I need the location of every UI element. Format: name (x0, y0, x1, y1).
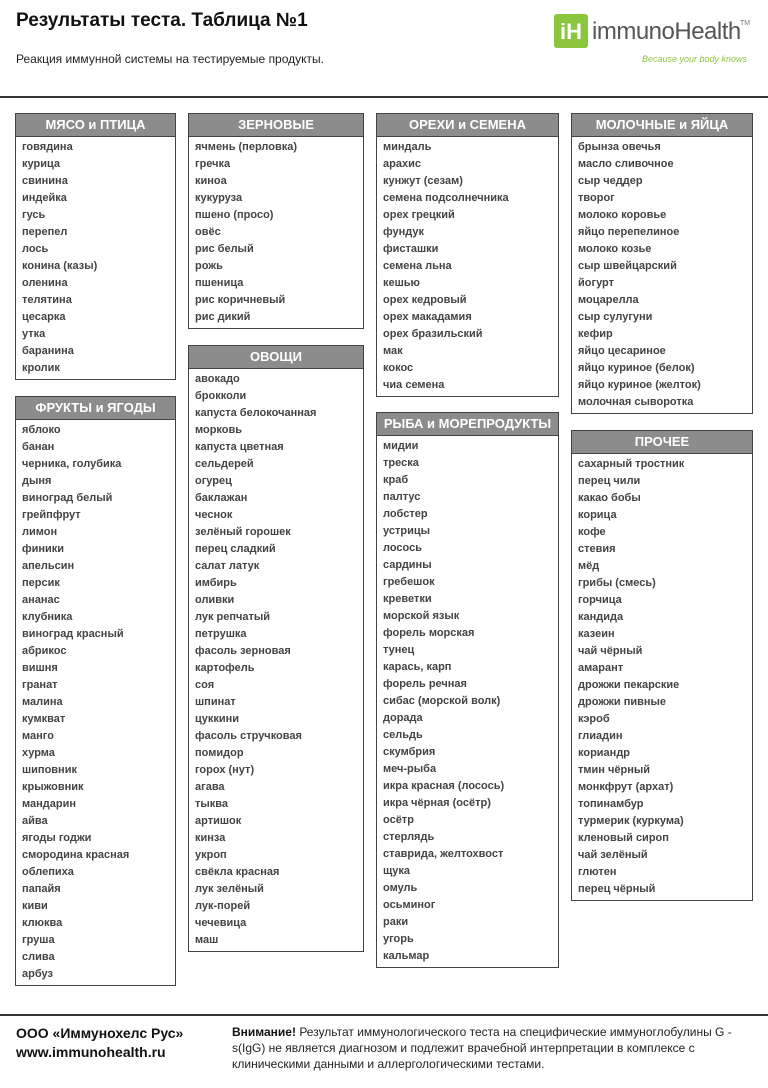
list-item: айва (22, 815, 48, 827)
list-item: рис дикий (195, 311, 251, 323)
list-item: шиповник (22, 764, 77, 776)
list-item: тмин чёрный (578, 764, 651, 776)
page-title: Результаты теста. Таблица №1 (16, 10, 308, 31)
list-item: кинза (195, 832, 226, 844)
list-item: слива (22, 951, 55, 963)
list-item: индейка (22, 192, 67, 204)
list-item: кролик (22, 362, 60, 374)
list-item: кумкват (22, 713, 66, 725)
list-item: курица (22, 158, 60, 170)
list-item: устрицы (383, 525, 430, 537)
category-other (571, 430, 753, 901)
category-fruits-berries (15, 396, 176, 986)
list-item: миндаль (383, 141, 432, 153)
list-item: орех грецкий (383, 209, 455, 221)
list-item: кленовый сироп (578, 832, 669, 844)
list-item: кефир (578, 328, 613, 340)
category-header: ОВОЩИ (189, 346, 363, 369)
category-vegetables (188, 345, 364, 952)
list-item: щука (383, 865, 411, 877)
list-item: чиа семена (383, 379, 445, 391)
list-item: сельдь (383, 729, 423, 741)
list-item: дорада (383, 712, 423, 724)
list-item: форель речная (383, 678, 467, 690)
list-item: брынза овечья (578, 141, 661, 153)
category-list (16, 420, 175, 985)
list-item: кофе (578, 526, 606, 538)
list-item: лобстер (383, 508, 428, 520)
list-item: капуста цветная (195, 441, 284, 453)
list-item: турмерик (куркума) (578, 815, 684, 827)
list-item: монкфрут (архат) (578, 781, 674, 793)
list-item: салат латук (195, 560, 260, 572)
list-item: говядина (22, 141, 73, 153)
list-item: арахис (383, 158, 421, 170)
list-item: укроп (195, 849, 227, 861)
list-item: телятина (22, 294, 72, 306)
list-item: креветки (383, 593, 432, 605)
list-item: краб (383, 474, 409, 486)
list-item: кандида (578, 611, 624, 623)
list-item: овёс (195, 226, 221, 238)
list-item: фасоль зерновая (195, 645, 291, 657)
list-item: сыр сулугуни (578, 311, 653, 323)
logo-name: immunoHealth (592, 18, 741, 45)
list-item: кэроб (578, 713, 610, 725)
list-item: молочная сыворотка (578, 396, 694, 408)
list-item: стевия (578, 543, 616, 555)
footer-divider (0, 1014, 768, 1016)
list-item: огурец (195, 475, 232, 487)
list-item: перец чили (578, 475, 641, 487)
list-item: лось (22, 243, 49, 255)
list-item: глютен (578, 866, 617, 878)
list-item: чечевица (195, 917, 247, 929)
list-item: баранина (22, 345, 74, 357)
list-item: лук репчатый (195, 611, 271, 623)
category-meat-poultry (15, 113, 176, 380)
list-item: маш (195, 934, 219, 946)
list-item: сахарный тростник (578, 458, 685, 470)
list-item: сибас (морской волк) (383, 695, 501, 707)
list-item: апельсин (22, 560, 75, 572)
list-item: дыня (22, 475, 52, 487)
list-item: цуккини (195, 713, 240, 725)
list-item: яблоко (22, 424, 61, 436)
list-item: киви (22, 900, 48, 912)
list-item: капуста белокочанная (195, 407, 317, 419)
list-item: ячмень (перловка) (195, 141, 298, 153)
list-item: карась, карп (383, 661, 452, 673)
list-item: пшено (просо) (195, 209, 274, 221)
list-item: клубника (22, 611, 73, 623)
category-header: ФРУКТЫ и ЯГОДЫ (16, 397, 175, 420)
footer-notice (232, 1024, 752, 1072)
list-item: орех кедровый (383, 294, 467, 306)
list-item: гранат (22, 679, 58, 691)
list-item: имбирь (195, 577, 237, 589)
list-item: гречка (195, 158, 231, 170)
list-item: крыжовник (22, 781, 84, 793)
header-divider (0, 96, 768, 98)
category-dairy-eggs (571, 113, 753, 414)
list-item: рис белый (195, 243, 254, 255)
list-item: мидии (383, 440, 419, 452)
list-item: абрикос (22, 645, 67, 657)
list-item: лук зелёный (195, 883, 264, 895)
list-item: грейпфрут (22, 509, 81, 521)
list-item: осётр (383, 814, 414, 826)
logo-tagline: Because your body knows (642, 54, 748, 64)
list-item: кальмар (383, 950, 430, 962)
list-item: перец сладкий (195, 543, 276, 555)
list-item: груша (22, 934, 55, 946)
list-item: финики (22, 543, 65, 555)
list-item: семена льна (383, 260, 452, 272)
list-item: моцарелла (578, 294, 639, 306)
list-item: раки (383, 916, 409, 928)
list-item: морской язык (383, 610, 460, 622)
category-header: ОРЕХИ и СЕМЕНА (377, 114, 558, 137)
list-item: чай чёрный (578, 645, 643, 657)
list-item: лук-порей (195, 900, 251, 912)
list-item: морковь (195, 424, 243, 436)
list-item: амарант (578, 662, 624, 674)
list-item: ананас (22, 594, 60, 606)
list-item: лосось (383, 542, 422, 554)
category-header: ЗЕРНОВЫЕ (189, 114, 363, 137)
list-item: авокадо (195, 373, 240, 385)
footer-company (16, 1024, 183, 1062)
notice-text: Результат иммунологического теста на специфические иммуноглобулины G - s(IgG) не является диагнозом и подлежит врачебной интерпретации в комплексе с клиническими данными и аллергологическими тестами. (232, 1025, 732, 1071)
company-name: ООО «Иммунохелс Рус» (16, 1025, 184, 1041)
list-item: свёкла красная (195, 866, 280, 878)
category-list (377, 436, 558, 967)
list-item: яйцо куриное (белок) (578, 362, 695, 374)
list-item: дрожжи пивные (578, 696, 667, 708)
list-item: черника, голубика (22, 458, 122, 470)
category-header: РЫБА и МОРЕПРОДУКТЫ (377, 413, 558, 436)
list-item: стерлядь (383, 831, 435, 843)
list-item: творог (578, 192, 615, 204)
list-item: осьминог (383, 899, 436, 911)
list-item: брокколи (195, 390, 247, 402)
list-item: гребешок (383, 576, 435, 588)
list-item: яйцо куриное (желток) (578, 379, 701, 391)
list-item: мандарин (22, 798, 76, 810)
list-item: горох (нут) (195, 764, 255, 776)
list-item: смородина красная (22, 849, 130, 861)
list-item: банан (22, 441, 55, 453)
list-item: фундук (383, 226, 424, 238)
list-item: форель морская (383, 627, 475, 639)
list-item: облепиха (22, 866, 74, 878)
category-list (572, 454, 752, 900)
list-item: малина (22, 696, 63, 708)
list-item: перепел (22, 226, 68, 238)
list-item: рожь (195, 260, 223, 272)
list-item: сардины (383, 559, 432, 571)
list-item: картофель (195, 662, 255, 674)
list-item: пшеница (195, 277, 244, 289)
category-header: ПРОЧЕЕ (572, 431, 752, 454)
list-item: цесарка (22, 311, 66, 323)
list-item: кориандр (578, 747, 631, 759)
list-item: мёд (578, 560, 600, 572)
list-item: хурма (22, 747, 55, 759)
category-header: МОЛОЧНЫЕ и ЯЙЦА (572, 114, 752, 137)
list-item: перец чёрный (578, 883, 656, 895)
list-item: молоко коровье (578, 209, 667, 221)
list-item: вишня (22, 662, 58, 674)
list-item: какао бобы (578, 492, 641, 504)
list-item: соя (195, 679, 215, 691)
list-item: рис коричневый (195, 294, 286, 306)
logo-mark-icon: iH (554, 14, 588, 48)
category-grains (188, 113, 364, 329)
list-item: клюква (22, 917, 63, 929)
list-item: шпинат (195, 696, 236, 708)
list-item: помидор (195, 747, 244, 759)
category-fish-seafood (376, 412, 559, 968)
list-item: угорь (383, 933, 414, 945)
list-item: скумбрия (383, 746, 436, 758)
list-item: сыр чеддер (578, 175, 643, 187)
category-list (189, 137, 363, 328)
list-item: икра чёрная (осётр) (383, 797, 491, 809)
company-website[interactable]: www.immunohealth.ru (16, 1044, 166, 1060)
list-item: фасоль стручковая (195, 730, 302, 742)
list-item: конина (казы) (22, 260, 98, 272)
list-item: гусь (22, 209, 46, 221)
list-item: палтус (383, 491, 421, 503)
list-item: сельдерей (195, 458, 254, 470)
list-item: дрожжи пекарские (578, 679, 680, 691)
list-item: оленина (22, 277, 68, 289)
list-item: зелёный горошек (195, 526, 291, 538)
category-nuts-seeds (376, 113, 559, 397)
list-item: папайя (22, 883, 61, 895)
category-list (189, 369, 363, 951)
list-item: орех бразильский (383, 328, 483, 340)
list-item: персик (22, 577, 60, 589)
page-subtitle: Реакция иммунной системы на тестируемые продукты. (16, 52, 324, 66)
list-item: тунец (383, 644, 415, 656)
list-item: меч-рыба (383, 763, 437, 775)
list-item: кукуруза (195, 192, 243, 204)
list-item: корица (578, 509, 617, 521)
list-item: мак (383, 345, 403, 357)
list-item: тыква (195, 798, 229, 810)
list-item: оливки (195, 594, 235, 606)
list-item: утка (22, 328, 46, 340)
list-item: глиадин (578, 730, 623, 742)
category-header: МЯСО и ПТИЦА (16, 114, 175, 137)
list-item: сыр швейцарский (578, 260, 677, 272)
list-item: арбуз (22, 968, 53, 980)
list-item: яйцо цесариное (578, 345, 666, 357)
notice-label: Внимание! (232, 1025, 296, 1039)
list-item: ягоды годжи (22, 832, 92, 844)
list-item: петрушка (195, 628, 247, 640)
list-item: манго (22, 730, 54, 742)
list-item: йогурт (578, 277, 614, 289)
category-list (572, 137, 752, 413)
list-item: агава (195, 781, 225, 793)
list-item: треска (383, 457, 419, 469)
list-item: семена подсолнечника (383, 192, 509, 204)
list-item: баклажан (195, 492, 248, 504)
list-item: виноград белый (22, 492, 113, 504)
list-item: киноа (195, 175, 227, 187)
list-item: кунжут (сезам) (383, 175, 463, 187)
list-item: свинина (22, 175, 68, 187)
logo-tm: TM (740, 20, 751, 27)
list-item: орех макадамия (383, 311, 472, 323)
list-item: икра красная (лосось) (383, 780, 505, 792)
list-item: казеин (578, 628, 615, 640)
list-item: виноград красный (22, 628, 124, 640)
logo (554, 14, 754, 66)
list-item: кокос (383, 362, 414, 374)
category-list (16, 137, 175, 379)
list-item: молоко козье (578, 243, 652, 255)
list-item: горчица (578, 594, 622, 606)
list-item: топинамбур (578, 798, 644, 810)
list-item: чеснок (195, 509, 233, 521)
list-item: омуль (383, 882, 418, 894)
list-item: кешью (383, 277, 420, 289)
list-item: яйцо перепелиное (578, 226, 680, 238)
list-item: фисташки (383, 243, 439, 255)
list-item: грибы (смесь) (578, 577, 656, 589)
list-item: ставрида, желтохвост (383, 848, 504, 860)
category-list (377, 137, 558, 396)
list-item: масло сливочное (578, 158, 674, 170)
list-item: чай зелёный (578, 849, 648, 861)
list-item: артишок (195, 815, 242, 827)
list-item: лимон (22, 526, 58, 538)
